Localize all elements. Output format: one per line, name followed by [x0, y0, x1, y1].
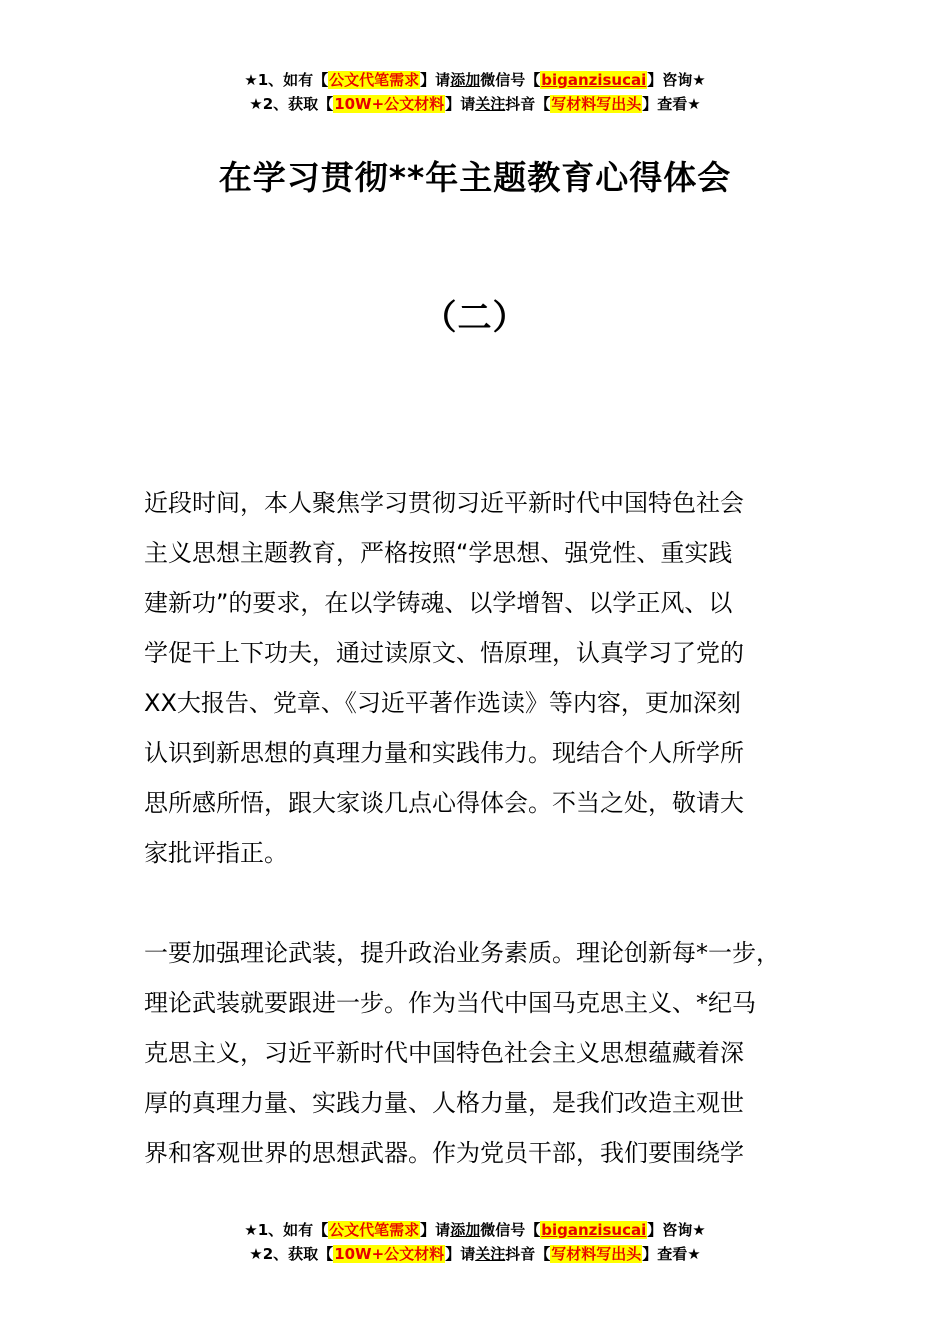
footer-banner	[0, 1218, 950, 1266]
text-line: 近段时间，本人聚焦学习贯彻习近平新时代中国特色社会	[144, 489, 744, 517]
banner-text: 】咨询★	[647, 71, 706, 89]
banner-text: 】咨询★	[647, 1221, 706, 1239]
banner-text: 】查看★	[642, 1245, 701, 1263]
banner-text: 】请	[445, 1245, 476, 1263]
document-title: 在学习贯彻**年主题教育心得体会	[218, 158, 732, 197]
banner-highlight: 10W+公文材料	[334, 95, 445, 113]
banner-line-1	[0, 1218, 950, 1242]
paragraph-1	[144, 478, 834, 878]
banner-highlight: 10W+公文材料	[334, 1245, 445, 1263]
banner-text: ★1、如有【	[244, 1221, 329, 1239]
banner-line-2	[0, 1242, 950, 1266]
text-line: XX大报告、党章、《习近平著作选读》等内容，更加深刻	[144, 689, 741, 717]
text-line: 克思主义，习近平新时代中国特色社会主义思想蕴藏着深	[144, 1039, 744, 1067]
banner-text: 】请	[420, 1221, 451, 1239]
text-line: 学促干上下功夫，通过读原文、悟原理，认真学习了党的	[144, 639, 744, 667]
banner-text: 微信号【	[480, 1221, 541, 1239]
banner-underlined-text: 关注	[475, 95, 506, 113]
banner-highlight: 公文代笔需求	[329, 1221, 420, 1239]
douyin-account-highlight: 写材料写出头	[551, 1245, 642, 1263]
banner-text: ★2、获取【	[249, 95, 334, 113]
text-line: 理论武装就要跟进一步。作为当代中国马克思主义、*纪马	[144, 989, 756, 1017]
banner-text: ★2、获取【	[249, 1245, 334, 1263]
text-line: 主义思想主题教育，严格按照“学思想、强党性、重实践	[144, 539, 733, 567]
banner-text: 】请	[420, 71, 451, 89]
banner-underlined-text: 添加	[450, 1221, 481, 1239]
text-line: 家批评指正。	[144, 839, 288, 867]
banner-text: ★1、如有【	[244, 71, 329, 89]
document-subtitle: （二）	[422, 298, 528, 338]
text-line: 厚的真理力量、实践力量、人格力量，是我们改造主观世	[144, 1089, 744, 1117]
banner-text: 微信号【	[480, 71, 541, 89]
wechat-id-link[interactable]: biganzisucai	[541, 71, 647, 89]
banner-text: 】查看★	[642, 95, 701, 113]
text-line: 建新功”的要求，在以学铸魂、以学增智、以学正风、以	[144, 589, 733, 617]
banner-highlight: 公文代笔需求	[329, 71, 420, 89]
text-line: 认识到新思想的真理力量和实践伟力。现结合个人所学所	[144, 739, 744, 767]
banner-text: 抖音【	[505, 95, 551, 113]
banner-line-1	[0, 68, 950, 92]
text-line: 一要加强理论武装，提升政治业务素质。理论创新每*一步，	[144, 939, 780, 967]
wechat-id-link[interactable]: biganzisucai	[541, 1221, 647, 1239]
text-line: 界和客观世界的思想武器。作为党员干部，我们要围绕学	[144, 1139, 744, 1167]
banner-underlined-text: 添加	[450, 71, 481, 89]
banner-text: 】请	[445, 95, 476, 113]
banner-line-2	[0, 92, 950, 116]
banner-underlined-text: 关注	[475, 1245, 506, 1263]
banner-text: 抖音【	[505, 1245, 551, 1263]
douyin-account-highlight: 写材料写出头	[551, 95, 642, 113]
paragraph-2	[144, 928, 834, 1178]
text-line: 思所感所悟，跟大家谈几点心得体会。不当之处，敬请大	[144, 789, 744, 817]
header-banner	[0, 68, 950, 116]
